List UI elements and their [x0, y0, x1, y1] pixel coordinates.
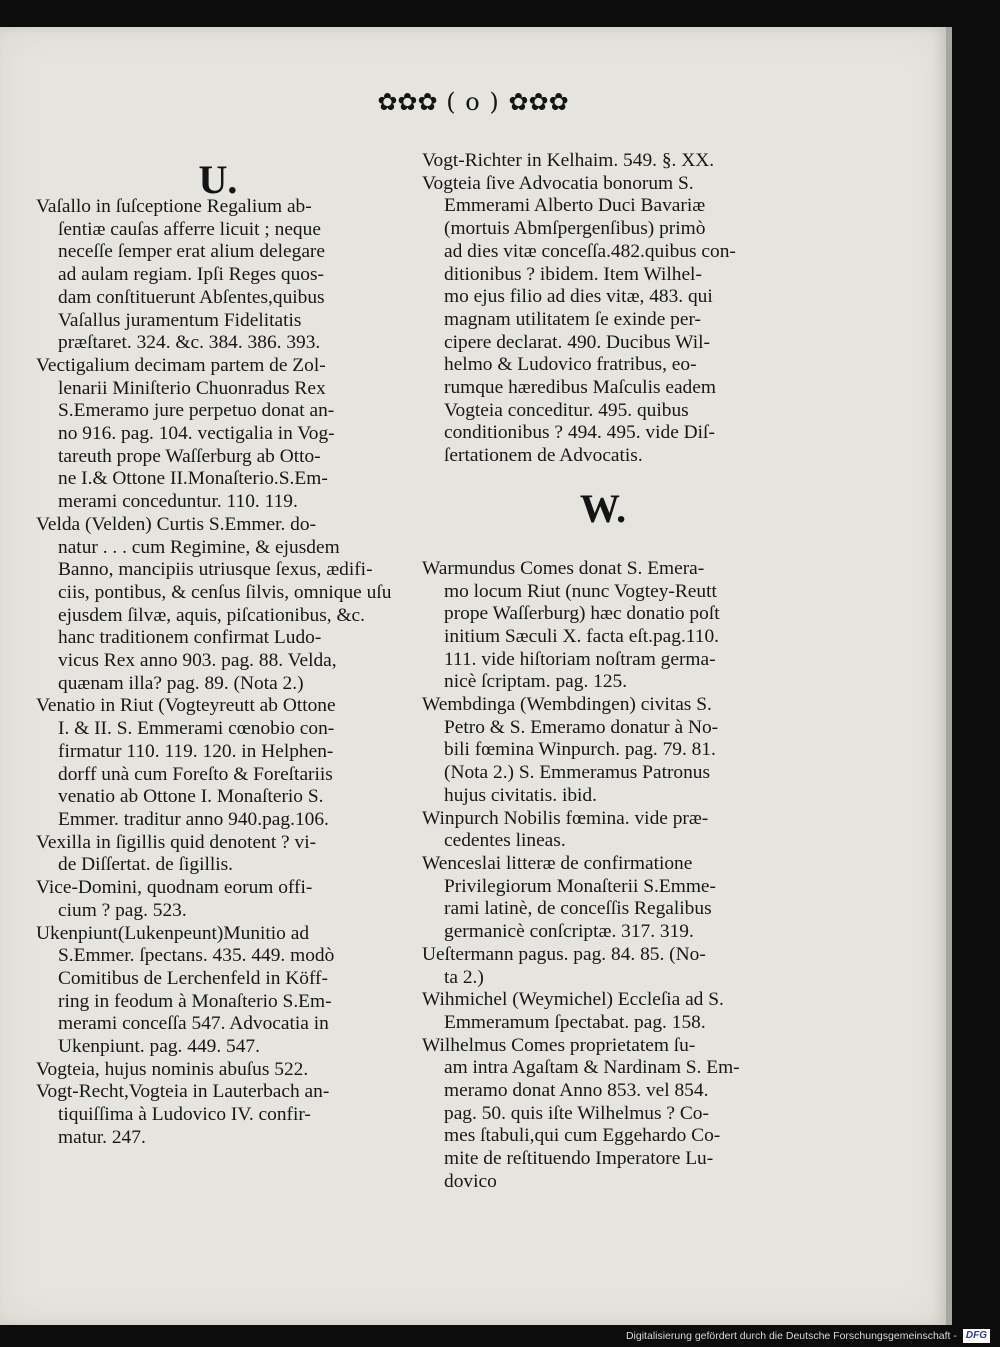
index-entry: Venatio in Riut (Vogteyreutt ab Ottone I. & II. S. Emmerami cœnobio con- firmatur 110. 119. 120. in Helphen- dorff unà cum Foreſto & Foreſtariis venatio ab Ottone I. Monaſterio S. Emmer. traditur anno 940.pag.106. — [36, 695, 336, 830]
index-entry: Velda (Velden) Curtis S.Emmer. do- natur . . . cum Regimine, & ejusdem Banno, mancipiis utriusque ſexus, ædifi- ciis, pontibus, & cenſus ſilvis, omnique uſu ejusdem ſilvæ, aquis, piſcationibus, &c. hanc traditionem confirmat Ludo- vicus Rex anno 903. pag. 88. Velda, quænam illa? pag. 89. (Nota 2.) — [36, 513, 392, 694]
footer-text: Digitalisierung gefördert durch die Deutsche Forschungsgemeinschaft - — [625, 1330, 957, 1342]
right-column — [422, 150, 784, 1194]
index-entry: Ueſtermann pagus. pag. 84. 85. (No- ta 2.) — [422, 943, 706, 988]
index-entry: Vice-Domini, quodnam eorum offi- cium ? pag. 523. — [36, 877, 313, 921]
dfg-logo-icon: DFG — [963, 1329, 990, 1343]
page-number: ( o ) — [446, 88, 500, 116]
index-entry: Wihmichel (Weymichel) Eccleſia ad S. Emmeramum ſpectabat. pag. 158. — [422, 989, 724, 1033]
index-entry: Warmundus Comes donat S. Emera- mo locum Riut (nunc Vogtey-Reutt prope Waſſerburg) hæc donatio poſt initium Sæculi X. facta eſt.pag.110. 111. vide hiſtoriam noſtram germa- nicè ſcriptam. pag. 125. — [422, 557, 720, 693]
index-entry: Wilhelmus Comes proprietatem ſu- am intra Agaſtam & Nardinam S. Em- meramo donat Anno 853. vel 854. pag. 50. quis iſte Wilhelmus ? Co- mes ſtabuli,qui cum Eggehardo Co- mite de reſtituendo Imperatore Lu- dovico — [422, 1034, 740, 1192]
index-entry: Ukenpiunt(Lukenpeunt)Munitio ad S.Emmer. ſpectans. 435. 449. modò Comitibus de Lerchenfeld in Köff- ring in feodum à Monaſterio S.Em- merami conceſſa 547. Advocatia in Ukenpiunt. pag. 449. 547. — [36, 922, 335, 1058]
index-entry: Vogt-Richter in Kelhaim. 549. §. XX. — [422, 150, 715, 171]
page-header — [0, 88, 946, 116]
page-edge — [946, 27, 952, 1325]
index-entry: Winpurch Nobilis fœmina. vide præ- cedentes lineas. — [422, 807, 709, 852]
section-letter-u: U. — [198, 157, 238, 202]
index-entry: Vaſallo in ſuſceptione Regalium ab- ſentiæ cauſas afferre licuit ; neque neceſſe ſemper erat alium delegare ad aulam regiam. Ipſi Reges quos- dam conſtituerunt Abſentes,quibus Vaſallus juramentum Fidelitatis præſtaret. 324. &c. 384. 386. 393. — [36, 196, 325, 354]
index-entry: Vexilla in ſigillis quid denotent ? vi- de Diſſertat. de ſigillis. — [36, 831, 317, 876]
index-entry: Vectigalium decimam partem de Zol- lenarii Miniſterio Chuonradus Rex S.Emeramo jure perpetuo donat an- no 916. pag. 104. vectigalia in Vog- tareuth prope Waſſerburg ab Otto- ne I.& Ottone II.Monaſterio.S.Em- merami conceduntur. 110. 119. — [36, 354, 335, 513]
index-entry: Wembdinga (Wembdingen) civitas S. Petro & S. Emeramo donatur à No- bili fœmina Winpurch. pag. 79. 81. (Nota 2.) S. Emmeramus Patronus hujus civitatis. ibid. — [422, 694, 719, 806]
section-letter-w: W. — [579, 486, 627, 531]
index-entry: Vogteia ſive Advocatia bonorum S. Emmerami Alberto Duci Bavariæ (mortuis Abmſpergenſibus) primò ad dies vitæ conceſſa.482.quibus con- ditionibus ? ibidem. Item Wilhel- mo ejus filio ad dies vitæ, 483. qui magnam utilitatem ſe exinde per- cipere declarat. 490. Ducibus Wil- helmo & Ludovico fratribus, eo- rumque hæredibus Maſculis eadem Vogteia conceditur. 495. quibus conditionibus ? 494. 495. vide Diſ- ſertationem de Advocatis. — [422, 172, 736, 467]
index-entry: Wenceslai litteræ de confirmatione Privilegiorum Monaſterii S.Emme- rami latinè, de conceſſis Regalibus germanicè conſcriptæ. 317. 319. — [422, 852, 716, 943]
ornament-right-icon: ✿✿✿ — [508, 88, 569, 116]
index-entry: Vogt-Recht,Vogteia in Lauterbach an- tiquiſſima à Ludovico IV. confir- matur. 247. — [36, 1081, 330, 1148]
index-entry: Vogteia, hujus nominis abuſus 522. — [36, 1058, 309, 1080]
digitization-footer — [626, 1327, 990, 1345]
ornament-left-icon: ✿✿✿ — [377, 88, 438, 116]
left-column — [36, 196, 400, 1150]
